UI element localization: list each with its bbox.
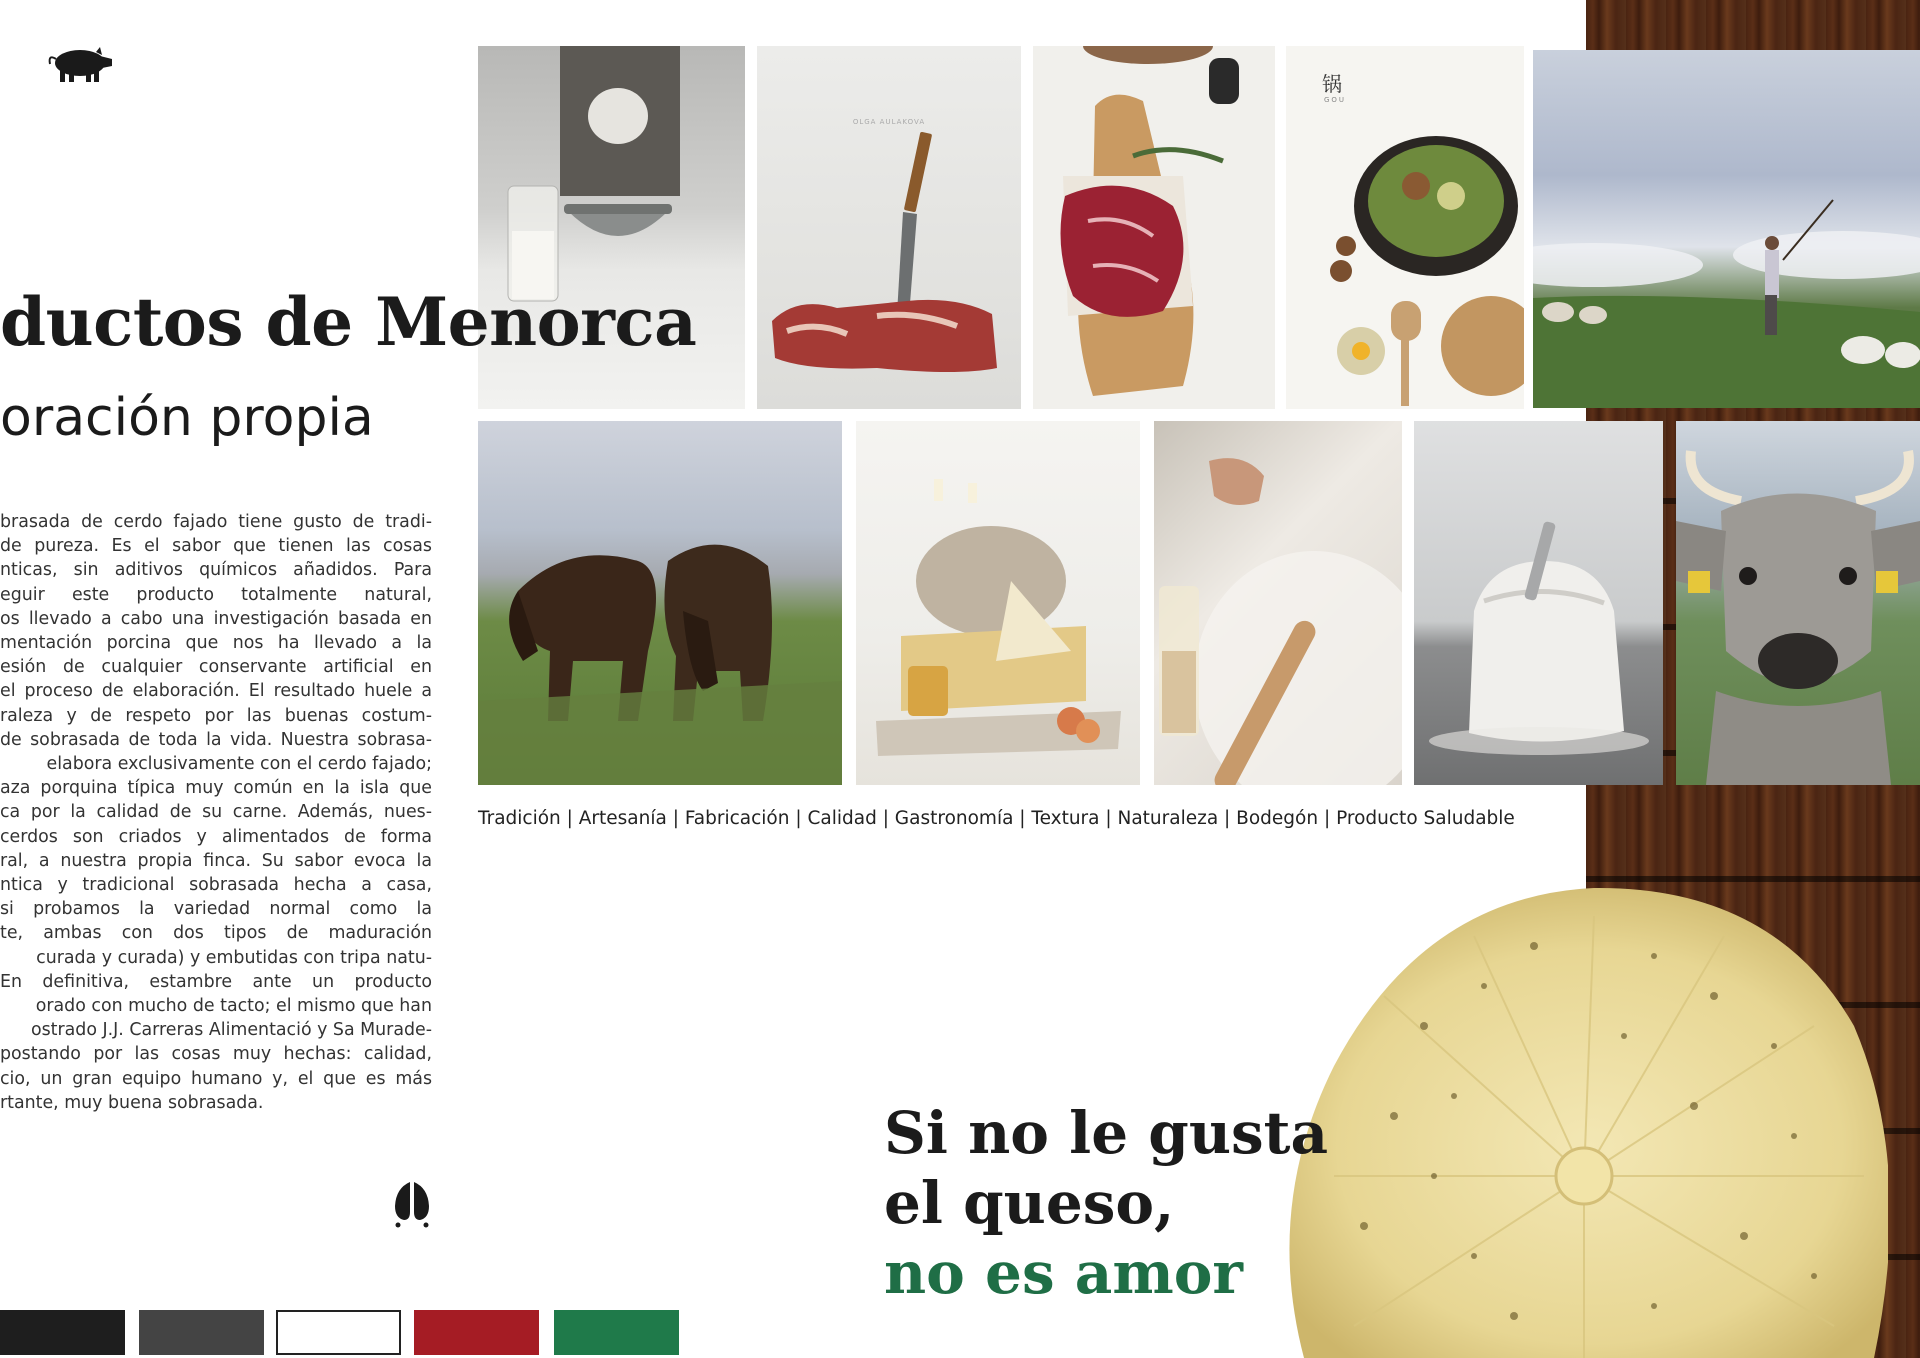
photo-cow [1676,421,1920,785]
palette-swatch-dark-gray [139,1310,264,1355]
body-line: de sobrasada de toda la vida. Nuestra sobrasa- [0,729,432,750]
page-title: ductos de Menorca [0,283,697,361]
cheese-wheel-image [1274,876,1888,1358]
slogan-line-2: el queso, [884,1169,1175,1237]
body-line: cerdos son criados y alimentados de forma [0,826,432,847]
photo-shepherd-sheep [1533,50,1920,408]
body-line: ostrado J.J. Carreras Alimentació y Sa Murade- [30,1020,432,1041]
slogan-line-3: no es amor [884,1239,1243,1307]
body-line: de pureza. Es el sabor que tienen las cosas [0,536,432,557]
body-line: mentación porcina que nos ha llevado a la [0,633,432,654]
body-line: ntica y tradicional sobrasada hecha a casa, [0,875,432,896]
knife-credit: OLGA AULAKOVA [852,118,926,126]
photo-horses [478,421,842,785]
body-line: nticas, sin aditivos químicos añadidos. Para [0,560,432,581]
body-line: brasada de cerdo fajado tiene gusto de tradi- [0,512,432,532]
body-line: orado con mucho de tacto; el mismo que han [35,996,432,1017]
hotpot-character: 锅 [1322,72,1342,96]
palette-swatch-red [414,1310,539,1355]
keyword-tags: Tradición | Artesanía | Fabricación | Calidad | Gastronomía | Textura | Naturaleza | Bodegón | Producto Saludable [478,808,1515,829]
body-line: ca por la calidad de su carne. Además, nues- [0,802,432,823]
slogan [884,1098,1328,1308]
pig-icon [44,44,116,84]
body-line: aza porquina típica muy común en la isla que [0,778,432,799]
body-paragraph [0,510,432,1115]
palette-swatch-white [276,1310,401,1355]
photo-steak-board [1033,46,1275,409]
photo-flour-rolling-pin [1154,421,1402,785]
photo-knife-meat [757,46,1021,409]
body-line: curada y curada) y embutidas con tripa natu- [36,947,432,968]
page-subtitle: oración propia [0,388,374,448]
palette-swatch-green [554,1310,679,1355]
body-line: si probamos la variedad normal como la [0,899,432,920]
palette-swatch-black [0,1310,125,1355]
body-line: ral, a nuestra propia finca. Su sabor evoca la [0,850,432,871]
body-line: elabora exclusivamente con el cerdo fajado; [46,754,432,775]
body-line: rtante, muy buena sobrasada. [0,1092,264,1113]
hoof-icon [390,1180,434,1228]
body-line: te, ambas con dos tipos de maduración [0,923,432,944]
body-line: esión de cualquier conservante artificial en [0,657,432,678]
hotpot-caption: GOU [1324,96,1347,104]
photo-hotpot [1286,46,1524,409]
body-line: cio, un gran equipo humano y, el que es más [0,1068,432,1089]
slogan-line-1: Si no le gusta [884,1099,1329,1167]
body-line: eguir este producto totalmente natural, [0,584,432,605]
photo-flour-sack [1414,421,1663,785]
body-line: os llevado a cabo una investigación basada en [0,608,432,629]
photo-cheese-board [856,421,1140,785]
body-line: postando por las cosas muy hechas: calidad, [0,1044,432,1065]
body-line: raleza y de respeto por las buenas costum- [0,705,432,726]
body-line: En definitiva, estambre ante un producto [0,971,432,992]
body-line: el proceso de elaboración. El resultado huele a [0,681,432,702]
